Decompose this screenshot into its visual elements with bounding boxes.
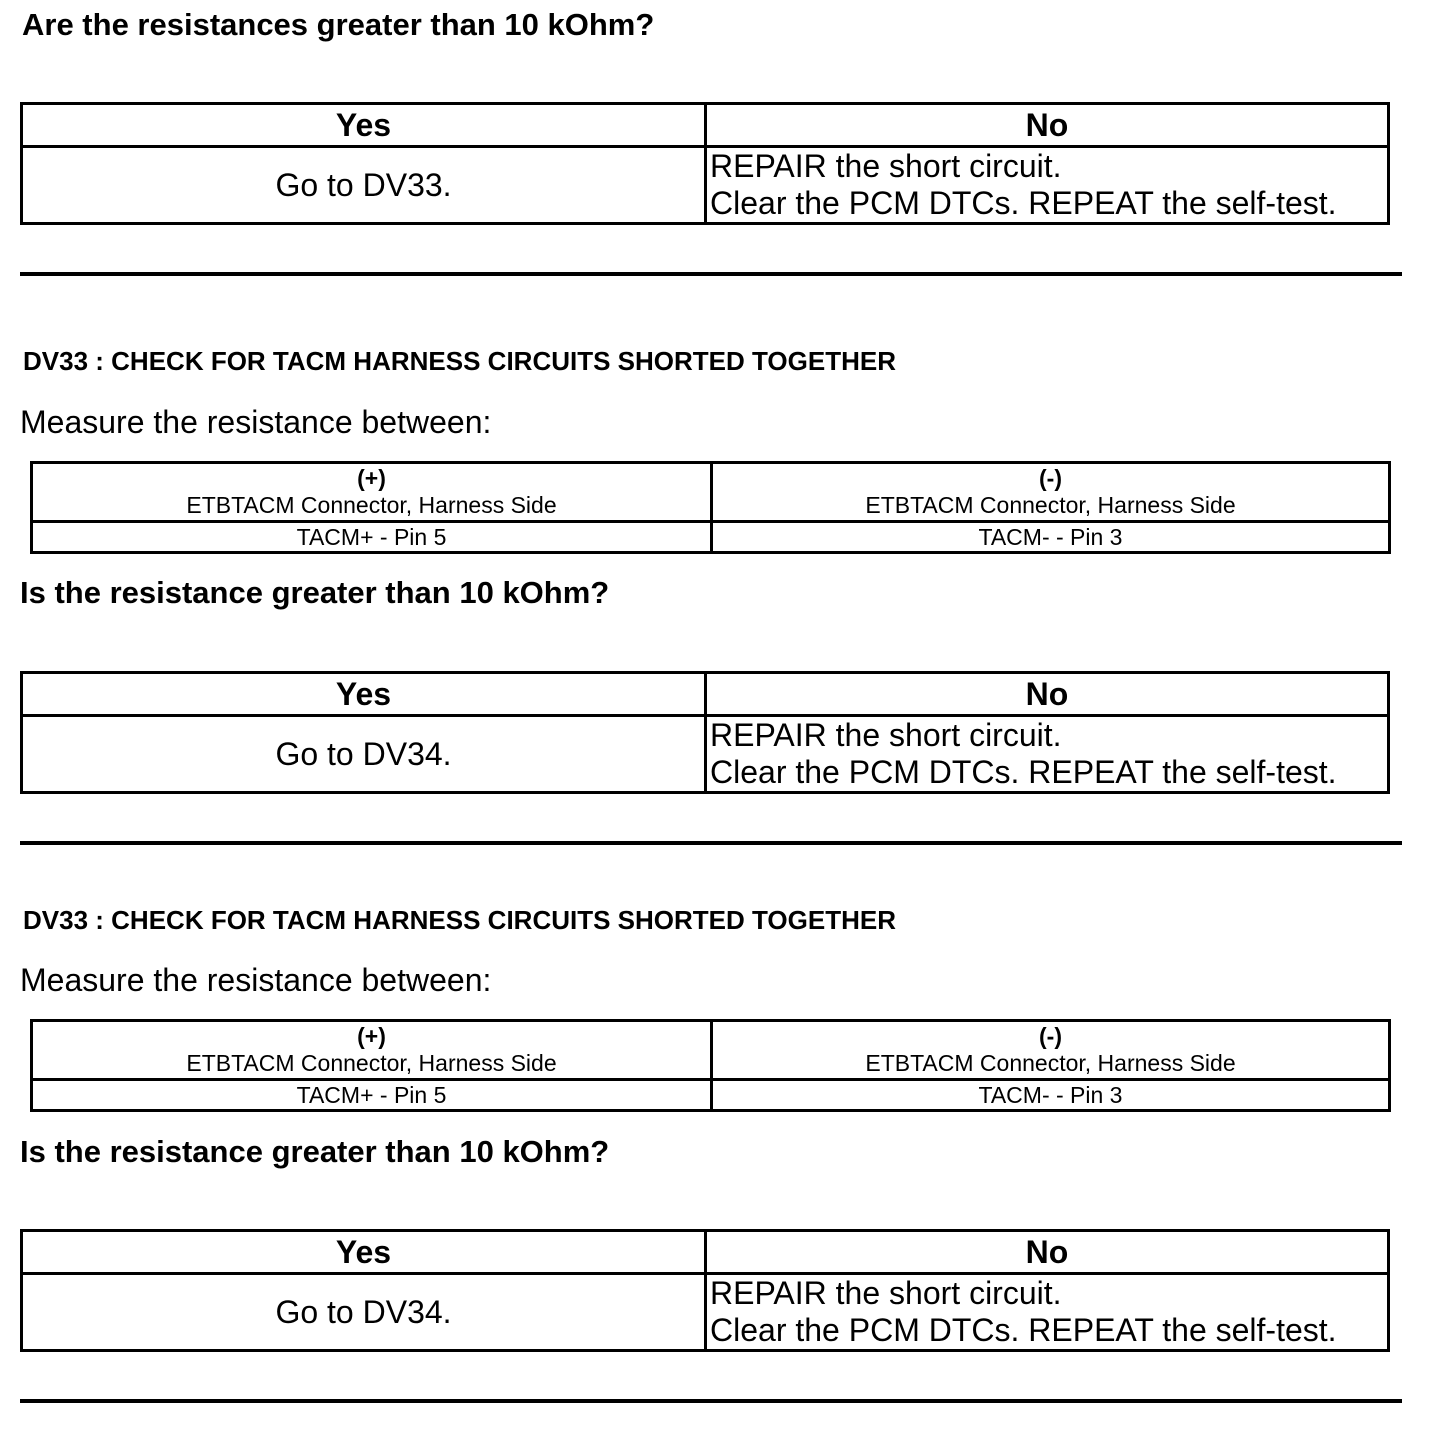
positive-lead-header xyxy=(32,1021,712,1080)
no-action xyxy=(706,1274,1389,1351)
positive-connector: ETBTACM Connector, Harness Side xyxy=(186,492,557,518)
positive-lead-header xyxy=(32,463,712,522)
step-title: DV33 : CHECK FOR TACM HARNESS CIRCUITS SHORTED TOGETHER xyxy=(23,346,896,376)
measurement-table xyxy=(30,461,1391,554)
negative-connector: ETBTACM Connector, Harness Side xyxy=(865,492,1236,518)
negative-symbol: (-) xyxy=(1039,465,1062,491)
no-action xyxy=(706,716,1389,793)
negative-pin: TACM- - Pin 3 xyxy=(712,1080,1390,1111)
yes-header: Yes xyxy=(22,1231,706,1274)
instruction-text: Measure the resistance between: xyxy=(20,962,492,998)
yes-header: Yes xyxy=(22,104,706,147)
no-action xyxy=(706,147,1389,224)
question-heading: Are the resistances greater than 10 kOhm? xyxy=(22,7,655,42)
no-header: No xyxy=(706,104,1389,147)
no-action-line: REPAIR the short circuit. xyxy=(710,717,1062,753)
positive-pin: TACM+ - Pin 5 xyxy=(32,1080,712,1111)
positive-pin: TACM+ - Pin 5 xyxy=(32,522,712,553)
question-heading: Is the resistance greater than 10 kOhm? xyxy=(20,575,610,610)
no-action-line: Clear the PCM DTCs. REPEAT the self-test. xyxy=(710,754,1337,790)
section-divider xyxy=(20,1399,1402,1403)
negative-connector: ETBTACM Connector, Harness Side xyxy=(865,1050,1236,1076)
no-action-line: Clear the PCM DTCs. REPEAT the self-test. xyxy=(710,185,1337,221)
answer-table xyxy=(20,102,1390,225)
instruction-text: Measure the resistance between: xyxy=(20,404,492,440)
yes-action: Go to DV34. xyxy=(22,1274,706,1351)
no-action-line: REPAIR the short circuit. xyxy=(710,148,1062,184)
negative-lead-header xyxy=(712,1021,1390,1080)
negative-lead-header xyxy=(712,463,1390,522)
positive-connector: ETBTACM Connector, Harness Side xyxy=(186,1050,557,1076)
yes-action: Go to DV34. xyxy=(22,716,706,793)
no-header: No xyxy=(706,673,1389,716)
yes-action: Go to DV33. xyxy=(22,147,706,224)
section-divider xyxy=(20,272,1402,276)
answer-table xyxy=(20,1229,1390,1352)
yes-header: Yes xyxy=(22,673,706,716)
no-action-line: REPAIR the short circuit. xyxy=(710,1275,1062,1311)
no-action-line: Clear the PCM DTCs. REPEAT the self-test. xyxy=(710,1312,1337,1348)
question-heading: Is the resistance greater than 10 kOhm? xyxy=(20,1134,610,1169)
positive-symbol: (+) xyxy=(357,1023,386,1049)
answer-table xyxy=(20,671,1390,794)
negative-symbol: (-) xyxy=(1039,1023,1062,1049)
section-divider xyxy=(20,841,1402,845)
negative-pin: TACM- - Pin 3 xyxy=(712,522,1390,553)
measurement-table xyxy=(30,1019,1391,1112)
step-title: DV33 : CHECK FOR TACM HARNESS CIRCUITS SHORTED TOGETHER xyxy=(23,905,896,935)
positive-symbol: (+) xyxy=(357,465,386,491)
no-header: No xyxy=(706,1231,1389,1274)
